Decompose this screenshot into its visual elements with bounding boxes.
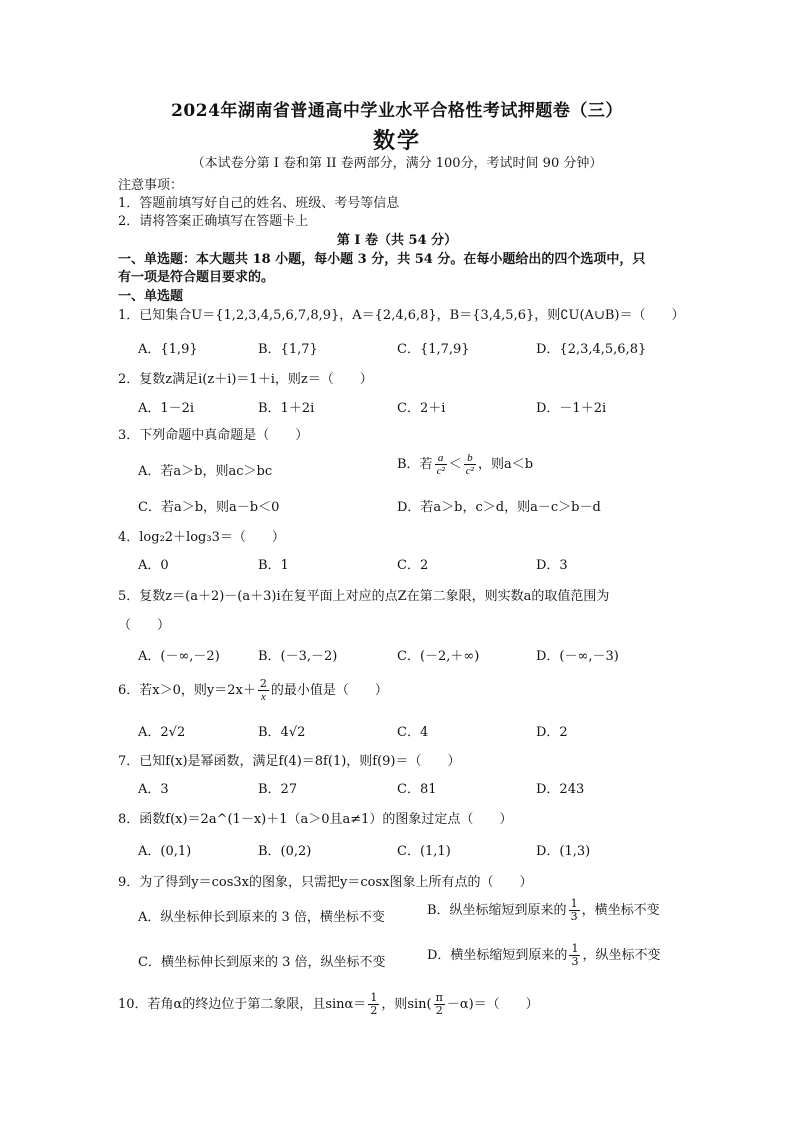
question-5-stem-cont: （ ） (118, 618, 171, 633)
q10-fraction-sin: $\frac{1}{2}$ (370, 991, 378, 1017)
q5-option-c: C．(－2,＋∞) (397, 649, 480, 664)
question-3-stem: 3．下列命题中真命题是（ ） (118, 428, 309, 443)
q3-option-c: C．若a＞b，则a－b＜0 (138, 500, 280, 515)
q4-option-a: A．0 (138, 558, 169, 573)
part1-instruction-line1: 一、单选题：本大题共 18 小题，每小题 3 分，共 54 分。在每小题给出的四个选项中，只 (118, 252, 646, 267)
q3-fraction-a: $\frac{a}{\text{c²}}$ (436, 452, 445, 477)
q10-fraction-pi: $\frac{\pi}{2}$ (435, 991, 443, 1017)
notice-item-2: 2．请将答案正确填写在答题卡上 (118, 214, 309, 229)
question-4-stem: 4．log₂2＋log₃3＝（ ） (118, 530, 285, 545)
q6-option-b: B．4√2 (258, 725, 306, 740)
q9-option-b: B．纵坐标缩短到原来的 $\frac{1}{3}$ ，横坐标不变 (427, 897, 660, 923)
question-2-stem: 2．复数z满足i(z＋i)＝1＋i，则z＝（ ） (118, 372, 373, 387)
q9-option-c: C．横坐标伸长到原来的 3 倍，纵坐标不变 (138, 955, 386, 970)
q7-option-b: B．27 (258, 782, 298, 797)
question-5-stem: 5．复数z＝(a＋2)－(a＋3)i在复平面上对应的点Z在第二象限，则实数a的取值范围为 (118, 589, 610, 604)
q3-option-d: D．若a＞b，c＞d，则a－c＞b－d (397, 500, 601, 515)
question-1-stem: 1．已知集合U＝{1,2,3,4,5,6,7,8,9}，A＝{2,4,6,8}，B＝{3,4,5,6}，则∁U(A∪B)＝（ ） (118, 308, 685, 323)
question-9-stem: 9．为了得到y＝cos3x的图象，只需把y＝cosx图象上所有点的（ ） (118, 875, 533, 890)
q6-option-c: C．4 (397, 725, 429, 740)
q9-fraction-d: $\frac{1}{3}$ (571, 942, 579, 968)
q2-option-d: D．－1＋2i (536, 401, 607, 416)
q8-option-b: B．(0,2) (258, 844, 312, 859)
q5-option-d: D．(－∞,－3) (536, 649, 619, 664)
q3-fraction-b: $\frac{b}{\text{c²}}$ (465, 452, 474, 477)
exam-title: 2024年湖南省普通高中学业水平合格性考试押题卷（三） (171, 101, 623, 121)
part1-instruction-line2: 有一项是符合题目要求的。 (118, 270, 275, 285)
q9-fraction-b: $\frac{1}{3}$ (570, 897, 578, 923)
q9-option-a: A．纵坐标伸长到原来的 3 倍，横坐标不变 (138, 910, 385, 925)
q1-option-b: B．{1,7} (258, 342, 318, 357)
q1-option-a: A．{1,9} (138, 342, 198, 357)
q7-option-c: C．81 (397, 782, 437, 797)
q2-option-c: C．2＋i (397, 401, 446, 416)
q8-option-c: C．(1,1) (397, 844, 451, 859)
q1-option-d: D．{2,3,4,5,6,8} (536, 342, 647, 357)
section-heading: 一、单选题 (118, 289, 184, 304)
q3-option-b: B．若 $\frac{a}{\text{c²}}$ ＜ $\frac{b}{\text{c²}}$ ，则a＜b (397, 452, 534, 477)
q9-option-d: D．横坐标缩短到原来的 $\frac{1}{3}$ ，纵坐标不变 (427, 942, 661, 968)
q8-option-d: D．(1,3) (536, 844, 591, 859)
part1-title: 第 I 卷（共 54 分） (336, 233, 458, 248)
question-10-stem: 10．若角α的终边位于第二象限，且sinα＝ $\frac{1}{2}$ ，则sin( $\frac{\pi}{2}$ －α)＝（ ） (118, 991, 539, 1017)
q4-option-d: D．3 (536, 558, 568, 573)
q2-option-a: A．1－2i (138, 401, 195, 416)
q5-option-a: A．(－∞,－2) (138, 649, 220, 664)
q3-option-a: A．若a＞b，则ac＞bc (138, 464, 273, 479)
q4-option-c: C．2 (397, 558, 429, 573)
notice-item-1: 1．答题前填写好自己的姓名、班级、考号等信息 (118, 196, 400, 211)
notice-heading: 注意事项： (118, 178, 184, 193)
q6-option-a: A．2√2 (138, 725, 186, 740)
q5-option-b: B．(－3,－2) (258, 649, 338, 664)
q4-option-b: B．1 (258, 558, 289, 573)
question-8-stem: 8．函数f(x)＝2a^(1－x)＋1（a＞0且a≠1）的图象过定点（ ） (118, 812, 513, 827)
q6-option-d: D．2 (536, 725, 568, 740)
q3-option-b-tail: ，则a＜b (477, 457, 534, 472)
q3-option-b-label: B．若 (397, 457, 433, 472)
question-6-stem: 6．若x＞0，则y＝2x＋ $\frac{2}{x}$ 的最小值是（ ） (118, 677, 388, 703)
q7-option-a: A．3 (138, 782, 169, 797)
q1-option-c: C．{1,7,9} (397, 342, 470, 357)
exam-note: （本试卷分第 I 卷和第 II 卷两部分，满分 100分，考试时间 90 分钟） (191, 156, 603, 171)
q8-option-a: A．(0,1) (138, 844, 192, 859)
subject-title: 数学 (372, 128, 421, 154)
q6-fraction: $\frac{2}{x}$ (259, 677, 267, 703)
q2-option-b: B．1＋2i (258, 401, 315, 416)
question-7-stem: 7．已知f(x)是幂函数，满足f(4)＝8f(1)，则f(9)＝（ ） (118, 754, 461, 769)
q7-option-d: D．243 (536, 782, 585, 797)
